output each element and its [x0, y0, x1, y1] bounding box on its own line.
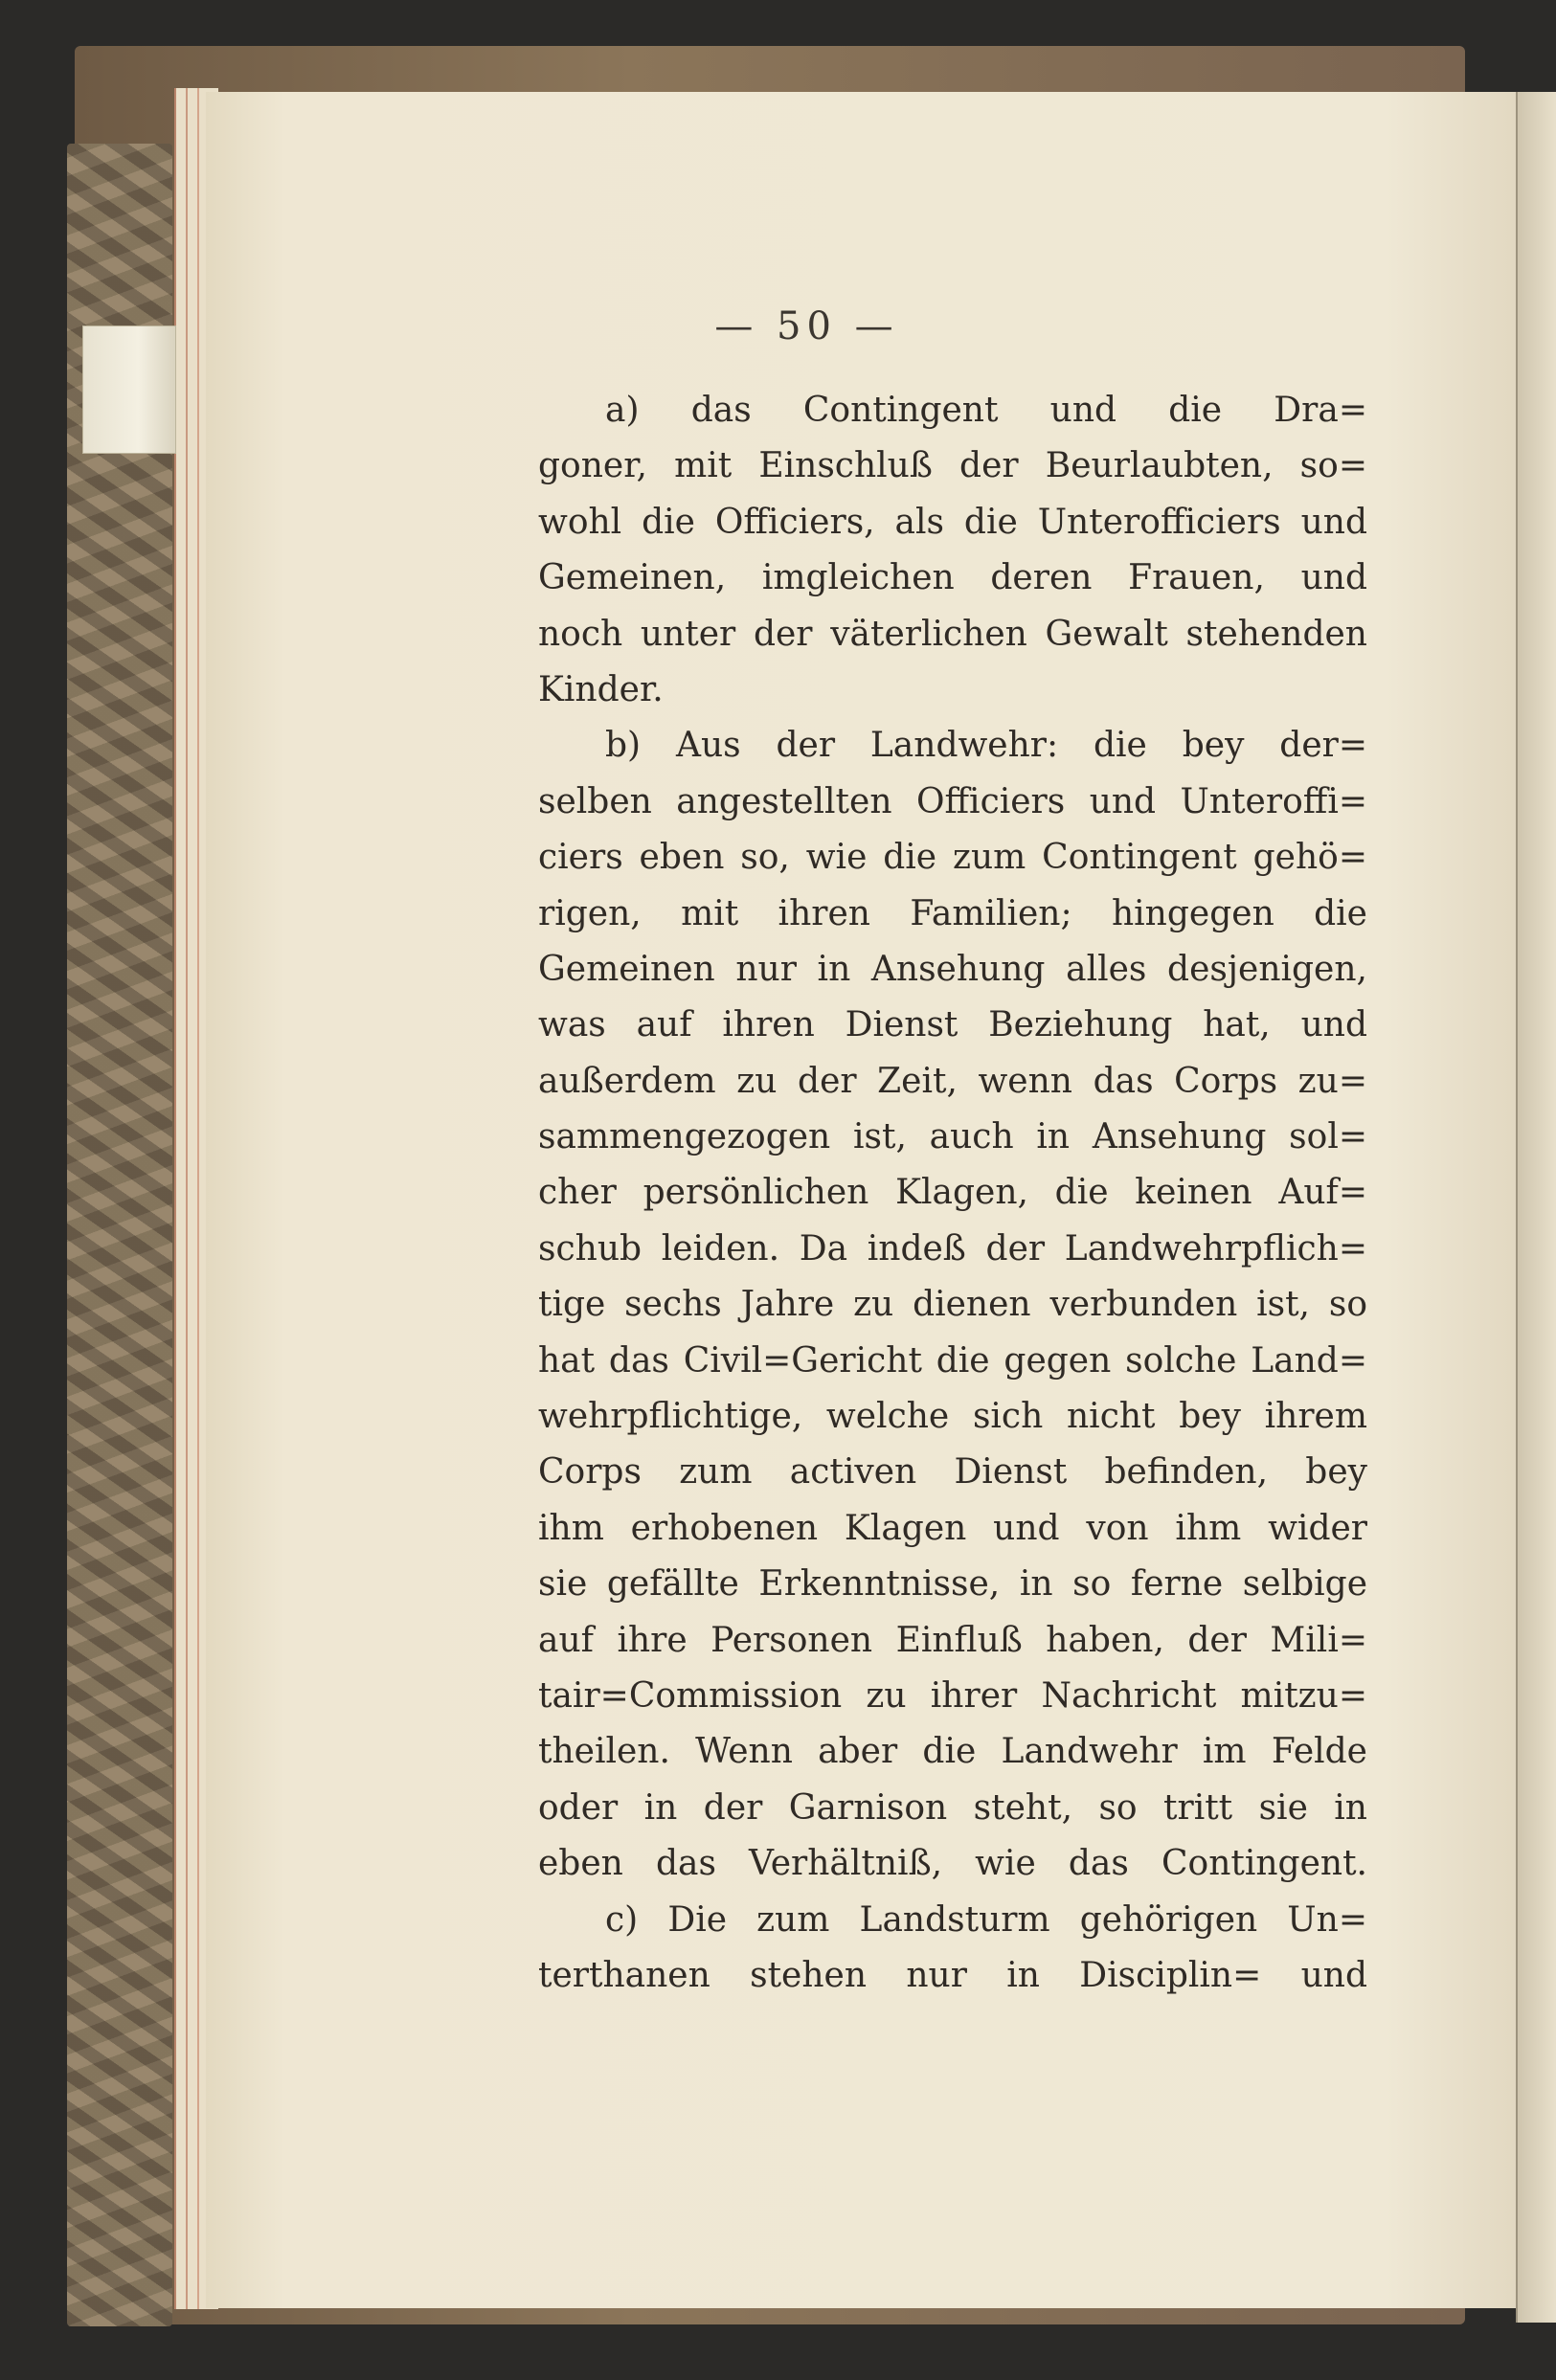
text-line: theilen. Wenn aber die Landwehr im Felde [538, 1732, 1367, 1772]
text-line: ihm erhobenen Klagen und von ihm wider [538, 1508, 1367, 1548]
text-line: schub leiden. Da indeß der Landwehrpflich= [538, 1228, 1367, 1269]
text-line: auf ihre Personen Einfluß haben, der Mili= [538, 1620, 1367, 1660]
text-line: noch unter der väterlichen Gewalt stehenden [538, 614, 1367, 654]
text-line: was auf ihren Dienst Beziehung hat, und [538, 1005, 1367, 1045]
text-line: b) Aus der Landwehr: die bey der= [605, 726, 1367, 766]
page-number: — 50 — [714, 304, 899, 348]
text-line: außerdem zu der Zeit, wenn das Corps zu= [538, 1061, 1367, 1101]
text-line: Gemeinen, imgleichen deren Frauen, und [538, 558, 1367, 598]
text-line: sie gefällte Erkenntnisse, in so ferne selbige [538, 1564, 1367, 1605]
text-line: hat das Civil=Gericht die gegen solche Land= [538, 1340, 1367, 1381]
text-line: terthanen stehen nur in Disciplin= und [538, 1955, 1367, 1995]
facing-page-edge [1516, 92, 1556, 2323]
text-line: eben das Verhältniß, wie das Contingent. [538, 1844, 1367, 1884]
text-line: Kinder. [538, 669, 664, 709]
paper-bookmark [82, 326, 176, 454]
text-line: wohl die Officiers, als die Unterofficiers und [538, 502, 1367, 542]
body-text [538, 383, 1367, 2004]
text-line: a) das Contingent und die Dra= [605, 391, 1367, 430]
text-line: ciers eben so, wie die zum Contingent gehö= [538, 838, 1367, 878]
text-line: goner, mit Einschluß der Beurlaubten, so= [538, 446, 1367, 486]
text-line: Corps zum activen Dienst befinden, bey [538, 1452, 1367, 1493]
text-line: Gemeinen nur in Ansehung alles desjenigen, [538, 949, 1367, 989]
text-line: c) Die zum Landsturm gehörigen Un= [605, 1899, 1367, 1940]
text-line: tige sechs Jahre zu dienen verbunden ist, so [538, 1285, 1367, 1325]
text-line: oder in der Garnison steht, so tritt sie in [538, 1787, 1367, 1828]
text-line: wehrpflichtige, welche sich nicht bey ihrem [538, 1397, 1367, 1437]
text-line: cher persönlichen Klagen, die keinen Auf= [538, 1173, 1367, 1213]
text-line: tair=Commission zu ihrer Nachricht mitzu= [538, 1675, 1367, 1716]
text-line: rigen, mit ihren Familien; hingegen die [538, 893, 1367, 933]
marbled-board-edge [67, 144, 172, 2326]
text-line: selben angestellten Officiers und Unteroffi= [538, 781, 1367, 821]
text-line: sammengezogen ist, auch in Ansehung sol= [538, 1117, 1367, 1157]
